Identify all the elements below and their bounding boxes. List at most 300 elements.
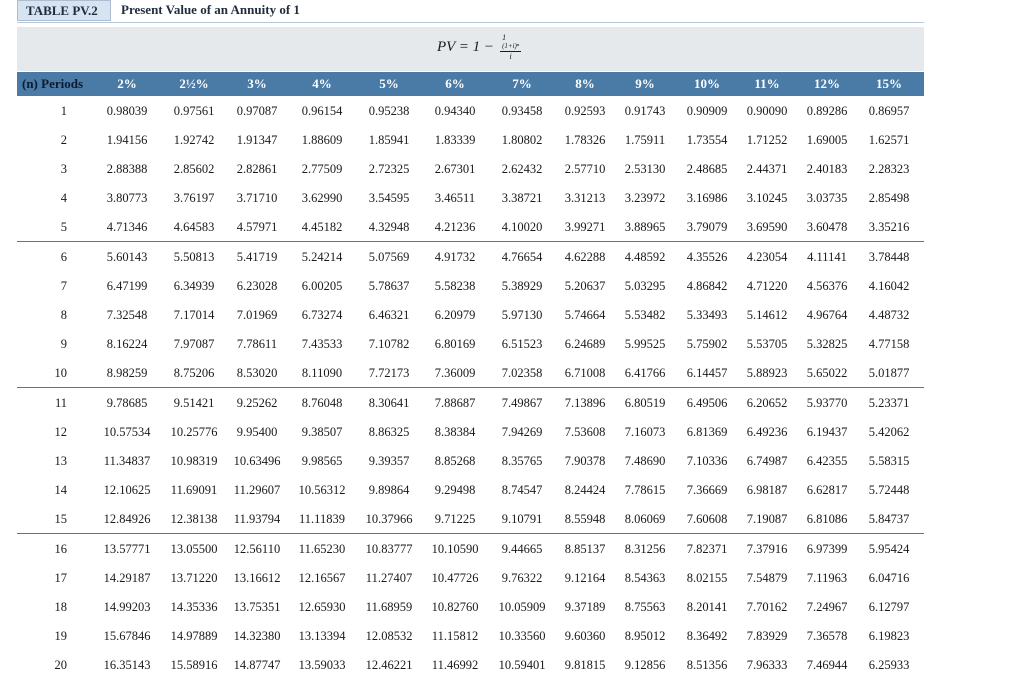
value-cell: 14.87747: [233, 658, 281, 672]
value-cell: 4.57971: [236, 220, 278, 234]
value-cell: 5.75902: [686, 337, 728, 351]
value-cell: 7.78611: [236, 337, 278, 351]
table-row: [17, 563, 924, 592]
value-cell: 2.82861: [236, 162, 278, 176]
value-cell: 2.28323: [868, 162, 910, 176]
value-cell: 7.72173: [368, 366, 410, 380]
value-cell: 8.76048: [301, 396, 343, 410]
value-cell: 4.10020: [501, 220, 543, 234]
value-cell: 11.29607: [233, 483, 281, 497]
value-cell: 8.53020: [236, 366, 278, 380]
value-cell: 10.56312: [298, 483, 346, 497]
period-cell: 13: [54, 454, 67, 468]
value-cell: 11.46992: [431, 658, 479, 672]
value-cell: 2.53130: [624, 162, 666, 176]
value-cell: 0.90909: [686, 104, 728, 118]
value-cell: 9.10791: [501, 512, 543, 526]
value-cell: 1.62571: [868, 133, 910, 147]
table-row: [17, 96, 924, 125]
period-cell: 12: [54, 425, 67, 439]
value-cell: 6.49236: [746, 425, 788, 439]
value-cell: 1.80802: [501, 133, 543, 147]
value-cell: 7.83929: [746, 629, 788, 643]
value-cell: 15.58916: [170, 658, 218, 672]
value-cell: 6.20979: [434, 308, 476, 322]
value-cell: 3.54595: [368, 191, 410, 205]
value-cell: 8.06069: [624, 512, 666, 526]
value-cell: 11.34837: [103, 454, 151, 468]
value-cell: 1.73554: [686, 133, 728, 147]
value-cell: 2.77509: [301, 162, 343, 176]
value-cell: 7.16073: [624, 425, 666, 439]
value-cell: 10.98319: [170, 454, 218, 468]
table-row: [17, 125, 924, 154]
value-cell: 7.36009: [434, 366, 476, 380]
value-cell: 9.76322: [501, 571, 543, 585]
value-cell: 13.16612: [233, 571, 281, 585]
value-cell: 6.12797: [868, 600, 910, 614]
value-cell: 2.85498: [868, 191, 910, 205]
value-cell: 9.60360: [564, 629, 606, 643]
period-cell: 16: [54, 542, 67, 556]
value-cell: 12.08532: [365, 629, 413, 643]
value-cell: 9.39357: [368, 454, 410, 468]
value-cell: 5.07569: [368, 250, 410, 264]
value-cell: 3.38721: [501, 191, 543, 205]
table-row: [17, 446, 924, 475]
value-cell: 6.42355: [806, 454, 848, 468]
value-cell: 4.48732: [868, 308, 910, 322]
value-cell: 3.46511: [434, 191, 476, 205]
value-cell: 4.76654: [501, 250, 543, 264]
value-cell: 6.80519: [624, 396, 666, 410]
value-cell: 5.03295: [624, 279, 666, 293]
value-cell: 6.23028: [236, 279, 278, 293]
table-row: [17, 271, 924, 300]
value-cell: 8.02155: [686, 571, 728, 585]
value-cell: 5.32825: [806, 337, 848, 351]
value-cell: 10.37966: [365, 512, 413, 526]
value-cell: 6.80169: [434, 337, 476, 351]
value-cell: 8.75206: [173, 366, 215, 380]
value-cell: 3.62990: [301, 191, 343, 205]
header-rate: 6%: [445, 76, 465, 91]
value-cell: 13.05500: [170, 542, 218, 556]
value-cell: 7.01969: [236, 308, 278, 322]
value-cell: 7.36669: [686, 483, 728, 497]
value-cell: 9.95400: [236, 425, 278, 439]
value-cell: 7.82371: [686, 542, 728, 556]
period-cell: 6: [60, 250, 67, 264]
value-cell: 0.89286: [806, 104, 848, 118]
period-cell: 1: [60, 104, 67, 118]
value-cell: 3.10245: [746, 191, 788, 205]
value-cell: 12.10625: [103, 483, 151, 497]
table-row: [17, 212, 924, 241]
value-cell: 10.83777: [365, 542, 413, 556]
formula-band: [17, 27, 924, 71]
column-header-row: [17, 72, 924, 96]
title-bar: [0, 0, 1024, 23]
value-cell: 9.29498: [434, 483, 476, 497]
value-cell: 5.23371: [868, 396, 910, 410]
value-cell: 6.19437: [806, 425, 848, 439]
header-rate: 2%: [117, 76, 137, 91]
value-cell: 6.73274: [301, 308, 343, 322]
table-row: [17, 621, 924, 650]
value-cell: 5.14612: [746, 308, 788, 322]
value-cell: 4.62288: [564, 250, 606, 264]
value-cell: 8.86325: [368, 425, 410, 439]
table-title: Present Value of an Annuity of 1: [121, 2, 300, 17]
table-row: [17, 358, 924, 387]
header-rate: 10%: [694, 76, 720, 91]
value-cell: 11.65230: [298, 542, 346, 556]
value-cell: 6.81369: [686, 425, 728, 439]
value-cell: 4.23054: [746, 250, 788, 264]
value-cell: 7.48690: [624, 454, 666, 468]
value-cell: 0.95238: [368, 104, 410, 118]
value-cell: 2.67301: [434, 162, 476, 176]
value-cell: 11.69091: [170, 483, 218, 497]
value-cell: 10.05909: [498, 600, 546, 614]
value-cell: 7.11963: [806, 571, 848, 585]
value-cell: 8.95012: [624, 629, 666, 643]
value-cell: 3.60478: [806, 220, 848, 234]
value-cell: 9.44665: [501, 542, 543, 556]
value-cell: 8.74547: [501, 483, 543, 497]
value-cell: 5.99525: [624, 337, 666, 351]
period-cell: 14: [54, 483, 67, 497]
value-cell: 6.04716: [868, 571, 910, 585]
value-cell: 5.74664: [564, 308, 606, 322]
value-cell: 7.54879: [746, 571, 788, 585]
value-cell: 1.69005: [806, 133, 848, 147]
value-cell: 4.64583: [173, 220, 215, 234]
value-cell: 2.57710: [564, 162, 606, 176]
value-cell: 14.35336: [170, 600, 218, 614]
value-cell: 8.11090: [301, 366, 343, 380]
value-cell: 14.29187: [103, 571, 151, 585]
value-cell: 6.98187: [746, 483, 788, 497]
value-cell: 4.16042: [868, 279, 910, 293]
value-cell: 12.56110: [233, 542, 281, 556]
value-cell: 13.75351: [233, 600, 281, 614]
value-cell: 7.37916: [746, 542, 788, 556]
value-cell: 1.92742: [173, 133, 215, 147]
period-cell: 8: [60, 308, 67, 322]
value-cell: 1.85941: [368, 133, 410, 147]
value-cell: 7.70162: [746, 600, 788, 614]
value-cell: 14.32380: [233, 629, 281, 643]
value-cell: 6.62817: [806, 483, 848, 497]
value-cell: 11.68959: [365, 600, 413, 614]
value-cell: 3.35216: [868, 220, 910, 234]
value-cell: 6.25933: [868, 658, 910, 672]
table-row: [17, 154, 924, 183]
value-cell: 4.56376: [806, 279, 848, 293]
value-cell: 4.77158: [868, 337, 910, 351]
value-cell: 7.53608: [564, 425, 606, 439]
value-cell: 13.57771: [103, 542, 151, 556]
value-cell: 8.55948: [564, 512, 606, 526]
value-cell: 8.51356: [686, 658, 728, 672]
value-cell: 1.78326: [564, 133, 606, 147]
value-cell: 2.85602: [173, 162, 215, 176]
value-cell: 8.36492: [686, 629, 728, 643]
value-cell: 7.60608: [686, 512, 728, 526]
value-cell: 11.93794: [233, 512, 281, 526]
value-cell: 0.91743: [624, 104, 666, 118]
value-cell: 2.72325: [368, 162, 410, 176]
value-cell: 4.71220: [746, 279, 788, 293]
period-cell: 20: [54, 658, 67, 672]
value-cell: 6.41766: [624, 366, 666, 380]
value-cell: 4.86842: [686, 279, 728, 293]
value-cell: 0.90090: [746, 104, 788, 118]
value-cell: 9.12164: [564, 571, 606, 585]
value-cell: 7.02358: [501, 366, 543, 380]
value-cell: 1.91347: [236, 133, 278, 147]
value-cell: 9.12856: [624, 658, 666, 672]
value-cell: 8.24424: [564, 483, 606, 497]
value-cell: 6.00205: [301, 279, 343, 293]
period-cell: 4: [60, 191, 67, 205]
value-cell: 2.48685: [686, 162, 728, 176]
value-cell: 6.20652: [746, 396, 788, 410]
value-cell: 4.35526: [686, 250, 728, 264]
value-cell: 6.14457: [686, 366, 728, 380]
value-cell: 6.71008: [564, 366, 606, 380]
value-cell: 5.84737: [868, 512, 910, 526]
table-row: [17, 417, 924, 446]
value-cell: 8.38384: [434, 425, 476, 439]
value-cell: 4.91732: [434, 250, 476, 264]
value-cell: 7.43533: [301, 337, 343, 351]
period-cell: 3: [60, 162, 67, 176]
value-cell: 5.93770: [806, 396, 848, 410]
value-cell: 5.97130: [501, 308, 543, 322]
header-rate: 5%: [379, 76, 399, 91]
value-cell: 8.75563: [624, 600, 666, 614]
top-rule: [17, 22, 924, 23]
value-cell: 6.34939: [173, 279, 215, 293]
value-cell: 0.94340: [434, 104, 476, 118]
value-cell: 6.47199: [106, 279, 148, 293]
header-rate: 12%: [814, 76, 840, 91]
value-cell: 12.38138: [170, 512, 218, 526]
formula-denominator: i: [509, 52, 512, 61]
value-cell: 7.17014: [173, 308, 215, 322]
value-cell: 5.33493: [686, 308, 728, 322]
value-cell: 9.25262: [236, 396, 278, 410]
period-cell: 11: [54, 396, 67, 410]
value-cell: 7.10782: [368, 337, 410, 351]
value-cell: 4.71346: [106, 220, 148, 234]
annuity-table-body: [17, 96, 924, 679]
period-cell: 5: [60, 220, 67, 234]
value-cell: 10.59401: [498, 658, 546, 672]
value-cell: 7.88687: [434, 396, 476, 410]
value-cell: 10.25776: [170, 425, 218, 439]
value-cell: 12.65930: [298, 600, 346, 614]
value-cell: 1.75911: [624, 133, 666, 147]
value-cell: 5.38929: [501, 279, 543, 293]
header-rate: 15%: [876, 76, 902, 91]
value-cell: 9.78685: [106, 396, 148, 410]
table-row: [17, 475, 924, 504]
table-row: [17, 300, 924, 329]
value-cell: 7.19087: [746, 512, 788, 526]
value-cell: 0.96154: [301, 104, 343, 118]
value-cell: 5.53705: [746, 337, 788, 351]
formula-numerator: 1 (1+i)ⁿ: [502, 33, 520, 50]
value-cell: 7.36578: [806, 629, 848, 643]
value-cell: 7.94269: [501, 425, 543, 439]
value-cell: 10.63496: [233, 454, 281, 468]
value-cell: 5.24214: [301, 250, 343, 264]
period-cell: 17: [54, 571, 67, 585]
value-cell: 4.48592: [624, 250, 666, 264]
value-cell: 10.10590: [431, 542, 479, 556]
value-cell: 5.58315: [868, 454, 910, 468]
pv-formula: [437, 33, 521, 62]
value-cell: 10.82760: [431, 600, 479, 614]
value-cell: 3.80773: [106, 191, 148, 205]
value-cell: 4.21236: [434, 220, 476, 234]
value-cell: 8.20141: [686, 600, 728, 614]
value-cell: 7.78615: [624, 483, 666, 497]
value-cell: 4.45182: [301, 220, 343, 234]
value-cell: 7.32548: [106, 308, 148, 322]
value-cell: 7.90378: [564, 454, 606, 468]
value-cell: 5.65022: [806, 366, 848, 380]
value-cell: 0.86957: [868, 104, 910, 118]
value-cell: 5.41719: [236, 250, 278, 264]
table-row: [17, 241, 924, 271]
value-cell: 4.96764: [806, 308, 848, 322]
value-cell: 5.60143: [106, 250, 148, 264]
value-cell: 6.49506: [686, 396, 728, 410]
value-cell: 3.23972: [624, 191, 666, 205]
value-cell: 11.27407: [365, 571, 413, 585]
value-cell: 13.13394: [298, 629, 346, 643]
value-cell: 6.97399: [806, 542, 848, 556]
value-cell: 6.46321: [368, 308, 410, 322]
value-cell: 8.30641: [368, 396, 410, 410]
value-cell: 6.51523: [501, 337, 543, 351]
value-cell: 6.19823: [868, 629, 910, 643]
header-rate: 9%: [635, 76, 655, 91]
value-cell: 11.11839: [299, 512, 345, 526]
header-rate: 8%: [575, 76, 595, 91]
period-cell: 15: [54, 512, 67, 526]
header-rate: 11%: [754, 76, 780, 91]
value-cell: 0.97561: [173, 104, 215, 118]
value-cell: 4.11141: [807, 250, 847, 264]
value-cell: 9.81815: [564, 658, 606, 672]
value-cell: 3.76197: [173, 191, 215, 205]
table-row: [17, 504, 924, 533]
value-cell: 10.33560: [498, 629, 546, 643]
value-cell: 8.98259: [106, 366, 148, 380]
formula-lhs: PV = 1 −: [437, 39, 495, 55]
period-cell: 10: [54, 366, 67, 380]
value-cell: 2.44371: [746, 162, 788, 176]
value-cell: 14.99203: [103, 600, 151, 614]
value-cell: 3.69590: [746, 220, 788, 234]
value-cell: 9.51421: [173, 396, 215, 410]
value-cell: 14.97889: [170, 629, 218, 643]
header-periods: (n) Periods: [22, 76, 84, 91]
period-cell: 7: [60, 279, 67, 293]
value-cell: 9.37189: [564, 600, 606, 614]
value-cell: 1.71252: [746, 133, 788, 147]
value-cell: 11.15812: [431, 629, 479, 643]
header-rate: 7%: [512, 76, 532, 91]
value-cell: 6.81086: [806, 512, 848, 526]
value-cell: 5.78637: [368, 279, 410, 293]
value-cell: 5.01877: [868, 366, 910, 380]
table-row: [17, 592, 924, 621]
value-cell: 7.24967: [806, 600, 848, 614]
value-cell: 1.94156: [106, 133, 148, 147]
period-cell: 18: [54, 600, 67, 614]
value-cell: 5.53482: [624, 308, 666, 322]
value-cell: 13.71220: [170, 571, 218, 585]
value-cell: 6.24689: [564, 337, 606, 351]
value-cell: 0.97087: [236, 104, 278, 118]
table-row: [17, 329, 924, 358]
value-cell: 8.16224: [106, 337, 148, 351]
value-cell: 5.42062: [868, 425, 910, 439]
header-rate: 4%: [312, 76, 332, 91]
value-cell: 5.88923: [746, 366, 788, 380]
value-cell: 6.74987: [746, 454, 788, 468]
value-cell: 7.96333: [746, 658, 788, 672]
value-cell: 12.46221: [365, 658, 413, 672]
value-cell: 9.38507: [301, 425, 343, 439]
period-cell: 2: [60, 133, 67, 147]
value-cell: 3.31213: [564, 191, 606, 205]
header-rate: 3%: [247, 76, 267, 91]
value-cell: 5.50813: [173, 250, 215, 264]
value-cell: 5.72448: [868, 483, 910, 497]
value-cell: 8.31256: [624, 542, 666, 556]
value-cell: 0.92593: [564, 104, 606, 118]
value-cell: 10.57534: [103, 425, 151, 439]
value-cell: 7.97087: [173, 337, 215, 351]
value-cell: 3.78448: [868, 250, 910, 264]
table-row: [17, 387, 924, 417]
value-cell: 5.58238: [434, 279, 476, 293]
value-cell: 2.40183: [806, 162, 848, 176]
value-cell: 9.89864: [368, 483, 410, 497]
header-rate: 2½%: [179, 76, 209, 91]
value-cell: 0.93458: [501, 104, 543, 118]
value-cell: 12.84926: [103, 512, 151, 526]
value-cell: 3.16986: [686, 191, 728, 205]
table-row: [17, 183, 924, 212]
value-cell: 8.85268: [434, 454, 476, 468]
value-cell: 15.67846: [103, 629, 151, 643]
value-cell: 3.99271: [564, 220, 606, 234]
value-cell: 16.35143: [103, 658, 151, 672]
value-cell: 7.13896: [564, 396, 606, 410]
table-row: [17, 650, 924, 679]
value-cell: 7.49867: [501, 396, 543, 410]
table-tag: TABLE PV.2: [17, 0, 111, 21]
